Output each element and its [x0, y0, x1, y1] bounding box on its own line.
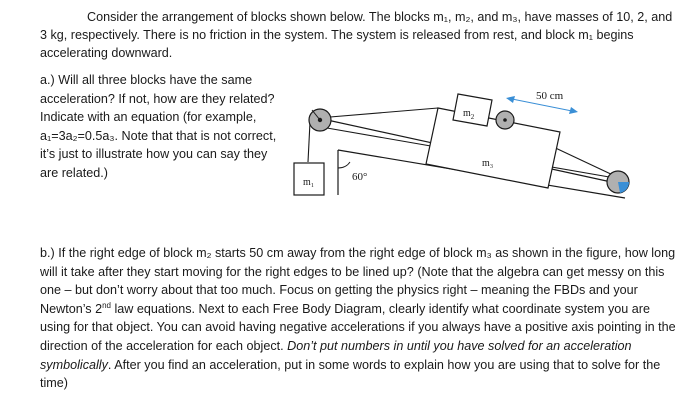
part-a-question: a.) Will all three blocks have the same acceleration? If not, how are they related? Indicate with an equation (for example, a₁=3a₂=0.5a₃. Note that that is not correct, it’s just to illustrate how you can say they are related.) [40, 73, 277, 180]
string-to-m1 [308, 122, 310, 162]
block-m2 [453, 94, 492, 126]
part-b-question [40, 244, 680, 393]
part-b-superscript: nd [102, 300, 111, 310]
intro-paragraph: Consider the arrangement of blocks shown below. The blocks m₁, m₂, and m₃, have masses of 10, 2, and 3 kg, respectively. There is no friction in the system. The system is released from rest, and block m₁ begins accelerating downward. [40, 10, 673, 60]
distance-label: 50 cm [536, 90, 564, 102]
right-pulley-icon [607, 171, 629, 193]
part-b-text-3: . After you find an acceleration, put in some words to explain how you are using that to solve for the time) [40, 357, 661, 391]
label-m2-sub: 2 [470, 113, 475, 121]
left-pulley-icon [309, 109, 331, 131]
angle-label: 60° [352, 171, 368, 183]
part-b-text-2: law equations. Next to each Free Body Diagram, clearly identify what coordinate system you are using for that object. You can avoid having negative accelerations if you always have a positive axis pointing in the direction of the acceleration for each object. [40, 301, 676, 353]
block-m3-pulley-icon [496, 111, 514, 129]
label-m1: m₁ [303, 177, 315, 188]
figure-svg [290, 80, 640, 205]
part-b-emphasis: Don’t put numbers in until you have solved for an acceleration symbolically [40, 338, 632, 372]
label-m2-base: m [463, 108, 471, 119]
label-m3: m₃ [482, 158, 494, 169]
part-b-text-1: b.) If the right edge of block m₂ starts 50 cm away from the right edge of block m₃ as shown in the figure, how long will it take after they start moving for the right edges to be lined up? (Note that the algebra can get messy on this one – but don’t worry about that too much. Focus on getting the physics right – meaning the FBDs and your Newton’s 2 [40, 246, 676, 316]
block-m3 [426, 108, 560, 188]
block-pulley-figure [290, 80, 640, 205]
angle-arc [338, 162, 350, 168]
string-to-block-m3 [318, 108, 438, 118]
